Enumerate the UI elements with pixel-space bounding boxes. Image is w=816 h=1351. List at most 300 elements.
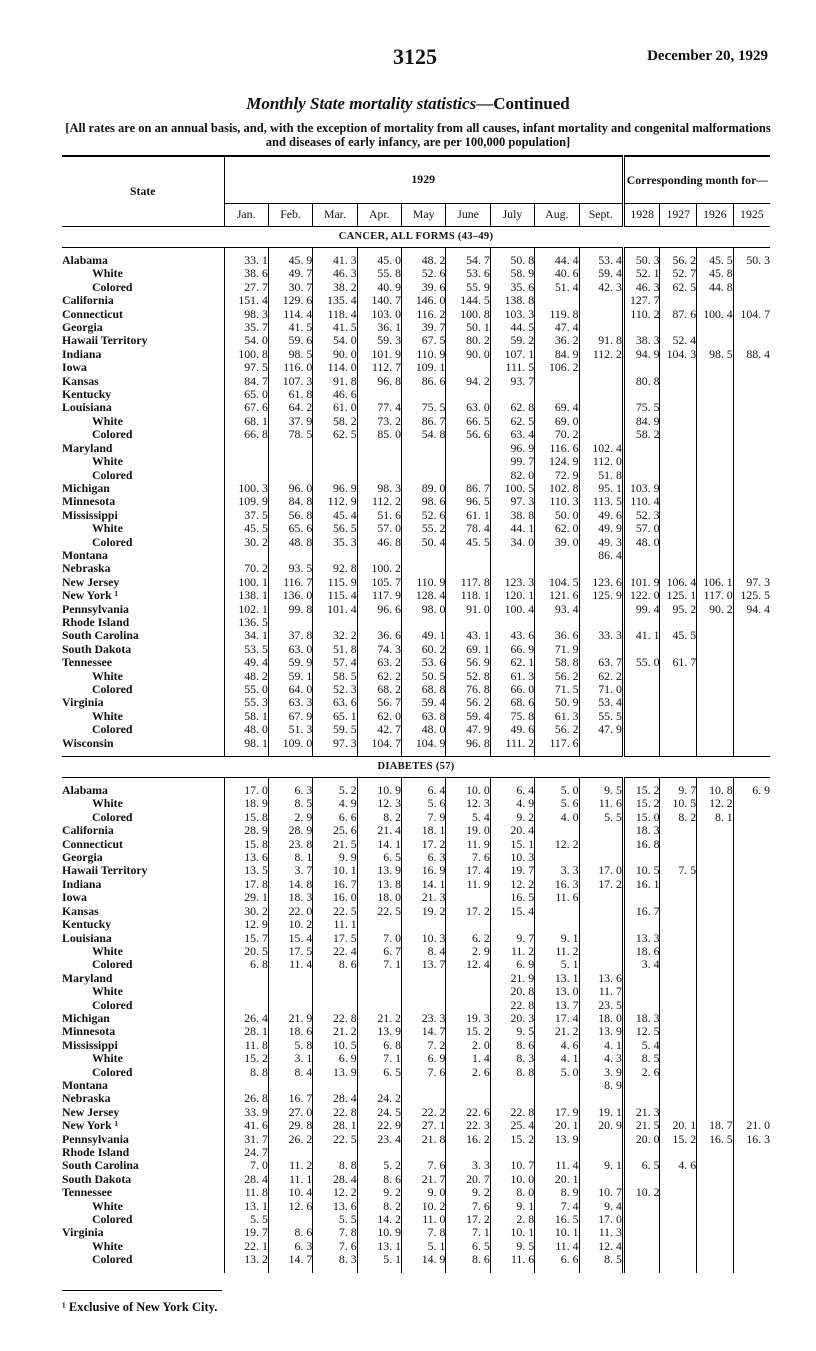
rate-cell: 56. 2 [535, 723, 579, 736]
rate-cell: 22. 4 [313, 945, 357, 958]
rate-cell [660, 878, 697, 891]
rate-cell: 44. 4 [535, 254, 579, 267]
rate-cell [733, 509, 770, 522]
rate-cell: 17. 0 [224, 784, 268, 797]
rate-cell: 11. 1 [268, 1173, 312, 1186]
rate-cell [623, 469, 660, 482]
rate-cell [660, 696, 697, 709]
rate-cell: 11. 9 [446, 838, 490, 851]
rate-cell: 5. 5 [313, 1213, 357, 1226]
rate-cell [535, 824, 579, 837]
rate-cell: 16. 0 [313, 891, 357, 904]
rate-cell [660, 522, 697, 535]
rate-cell: 12. 2 [535, 838, 579, 851]
state-name: Colored [92, 1253, 133, 1267]
rate-cell: 68. 2 [357, 683, 401, 696]
rate-cell: 5. 4 [623, 1039, 660, 1052]
rate-cell: 98. 1 [224, 737, 268, 750]
rate-cell [733, 455, 770, 468]
rate-cell: 10. 5 [623, 864, 660, 877]
rate-cell [660, 918, 697, 931]
section-title: DIABETES (57) [62, 757, 770, 778]
rate-cell: 21. 0 [733, 1119, 770, 1132]
rate-cell [697, 1092, 734, 1105]
rate-cell: 23. 5 [579, 999, 623, 1012]
rate-cell: 124. 9 [535, 455, 579, 468]
rate-cell [660, 361, 697, 374]
rate-cell: 63. 0 [268, 643, 312, 656]
rate-cell: 14. 1 [357, 838, 401, 851]
state-name: South Dakota [62, 1172, 132, 1186]
rate-cell: 15. 2 [623, 797, 660, 810]
rate-cell: 9. 1 [579, 1159, 623, 1172]
rate-cell: 22. 8 [490, 1106, 534, 1119]
table-row [62, 851, 770, 864]
rate-cell: 11. 4 [268, 958, 312, 971]
rate-cell: 26. 4 [224, 1012, 268, 1025]
year-header: 1928 [623, 204, 660, 227]
rate-cell: 100. 4 [697, 308, 734, 321]
rate-cell [446, 1146, 490, 1159]
rate-cell: 9. 4 [579, 1200, 623, 1213]
rate-cell: 49. 4 [224, 656, 268, 669]
rate-cell [733, 838, 770, 851]
rate-cell: 93. 4 [535, 603, 579, 616]
rate-cell: 50. 8 [490, 254, 534, 267]
state-name: Rhode Island [62, 615, 130, 629]
rate-cell: 5. 0 [535, 1066, 579, 1079]
rate-cell: 87. 6 [660, 308, 697, 321]
rate-cell: 7. 8 [313, 1226, 357, 1239]
rate-cell: 22. 1 [224, 1240, 268, 1253]
rate-cell: 21. 2 [357, 1012, 401, 1025]
rate-cell: 6. 8 [224, 958, 268, 971]
rate-cell: 8. 2 [357, 811, 401, 824]
rate-cell: 57. 0 [623, 522, 660, 535]
rate-cell: 4. 6 [535, 1039, 579, 1052]
state-name: White [92, 522, 123, 536]
table-row [62, 428, 770, 441]
rate-cell: 10. 1 [535, 1226, 579, 1239]
table-row [62, 737, 770, 750]
rate-cell [623, 361, 660, 374]
rate-cell: 61. 7 [660, 656, 697, 669]
rate-cell: 52. 3 [313, 683, 357, 696]
rate-cell: 13. 6 [224, 851, 268, 864]
rate-cell: 11. 6 [490, 1253, 534, 1266]
rate-cell [733, 281, 770, 294]
table-row [62, 784, 770, 797]
rate-cell: 10. 2 [623, 1186, 660, 1199]
rate-cell [623, 1173, 660, 1186]
state-name: White [92, 267, 123, 281]
rate-cell [733, 696, 770, 709]
rate-cell: 82. 0 [490, 469, 534, 482]
rate-cell: 114. 0 [313, 361, 357, 374]
state-name: Colored [92, 723, 133, 737]
rate-cell [623, 321, 660, 334]
rate-cell: 16. 3 [535, 878, 579, 891]
rate-cell: 28. 4 [313, 1173, 357, 1186]
state-name: Nebraska [62, 1092, 111, 1106]
rate-cell: 94. 4 [733, 603, 770, 616]
table-row [62, 348, 770, 361]
section-row [62, 757, 770, 778]
rate-cell: 66. 9 [490, 643, 534, 656]
rate-cell: 117. 8 [446, 576, 490, 589]
rate-cell: 59. 4 [402, 696, 446, 709]
rate-cell: 10. 8 [697, 784, 734, 797]
rate-cell [660, 1092, 697, 1105]
rate-cell: 21. 9 [490, 972, 534, 985]
rate-cell: 128. 4 [402, 589, 446, 602]
rate-cell [490, 562, 534, 575]
rate-cell [402, 455, 446, 468]
rate-cell: 55. 9 [446, 281, 490, 294]
table-row [62, 683, 770, 696]
rate-cell: 56. 6 [446, 428, 490, 441]
rate-cell: 38. 6 [224, 267, 268, 280]
rate-cell: 72. 9 [535, 469, 579, 482]
rate-cell [660, 616, 697, 629]
rate-cell [660, 945, 697, 958]
rate-cell: 41. 5 [268, 321, 312, 334]
rate-cell: 8. 1 [697, 811, 734, 824]
rate-cell: 46. 3 [313, 267, 357, 280]
rate-cell [733, 375, 770, 388]
rate-cell [623, 1079, 660, 1092]
rate-cell: 12. 3 [446, 797, 490, 810]
table-title [0, 94, 816, 114]
rate-cell: 18. 3 [623, 1012, 660, 1025]
rate-cell: 8. 8 [313, 1159, 357, 1172]
state-name: Maryland [62, 441, 113, 455]
rate-cell [446, 361, 490, 374]
rate-cell: 109. 0 [268, 737, 312, 750]
rate-cell: 22. 5 [313, 1133, 357, 1146]
rate-cell: 44. 8 [697, 281, 734, 294]
rate-cell [697, 536, 734, 549]
rate-cell: 100. 2 [357, 562, 401, 575]
rate-cell: 117. 0 [697, 589, 734, 602]
table-row [62, 1106, 770, 1119]
rate-cell: 6. 4 [490, 784, 534, 797]
rate-cell: 58. 9 [490, 267, 534, 280]
spacer-cell [660, 1267, 697, 1273]
rate-cell [733, 723, 770, 736]
rate-cell: 10. 5 [660, 797, 697, 810]
rate-cell [402, 562, 446, 575]
state-name: Tennessee [62, 656, 113, 670]
rate-cell [535, 1079, 579, 1092]
table-row [62, 361, 770, 374]
rate-cell: 51. 4 [535, 281, 579, 294]
rate-cell: 35. 3 [313, 536, 357, 549]
rate-cell: 109. 1 [402, 361, 446, 374]
rate-cell: 53. 4 [579, 696, 623, 709]
rate-cell: 95. 2 [660, 603, 697, 616]
rate-cell: 106. 1 [697, 576, 734, 589]
rate-cell: 45. 5 [224, 522, 268, 535]
rate-cell [733, 321, 770, 334]
rate-cell: 59. 4 [579, 267, 623, 280]
rate-cell [697, 1012, 734, 1025]
rate-cell: 123. 6 [579, 576, 623, 589]
rate-cell: 62. 8 [490, 401, 534, 414]
table-row [62, 972, 770, 985]
rate-cell: 7. 9 [402, 811, 446, 824]
rate-cell [660, 683, 697, 696]
rate-cell: 14. 7 [402, 1025, 446, 1038]
rate-cell [733, 972, 770, 985]
rate-cell: 54. 8 [402, 428, 446, 441]
rate-cell: 52. 7 [660, 267, 697, 280]
rate-cell: 106. 4 [660, 576, 697, 589]
rate-cell: 10. 7 [579, 1186, 623, 1199]
rate-cell: 49. 7 [268, 267, 312, 280]
rate-cell: 41. 1 [623, 629, 660, 642]
rate-cell: 11. 2 [490, 945, 534, 958]
rate-cell [357, 972, 401, 985]
rate-cell: 6. 9 [313, 1052, 357, 1065]
rate-cell [733, 958, 770, 971]
rate-cell [579, 932, 623, 945]
table-row [62, 1240, 770, 1253]
rate-cell: 4. 3 [579, 1052, 623, 1065]
rate-cell: 93. 7 [490, 375, 534, 388]
rate-cell: 45. 5 [660, 629, 697, 642]
rate-cell: 13. 3 [623, 932, 660, 945]
rate-cell: 58. 1 [224, 710, 268, 723]
rate-cell [535, 905, 579, 918]
rate-cell: 57. 4 [313, 656, 357, 669]
rate-cell: 16. 7 [268, 1092, 312, 1105]
rate-cell: 6. 4 [402, 784, 446, 797]
rate-cell: 25. 4 [490, 1119, 534, 1132]
rate-cell: 144. 5 [446, 294, 490, 307]
state-name: Montana [62, 1078, 108, 1092]
rate-cell: 4. 9 [313, 797, 357, 810]
state-name: California [62, 294, 114, 308]
rate-cell: 34. 1 [224, 629, 268, 642]
rate-cell [697, 509, 734, 522]
rate-cell [733, 549, 770, 562]
rate-cell: 7. 5 [660, 864, 697, 877]
rate-cell: 22. 3 [446, 1119, 490, 1132]
rate-cell: 6. 7 [357, 945, 401, 958]
state-name: White [92, 455, 123, 469]
rate-cell [697, 1066, 734, 1079]
rate-cell: 8. 2 [660, 811, 697, 824]
state-name: Indiana [62, 347, 102, 361]
rate-cell: 7. 1 [357, 958, 401, 971]
rate-cell [733, 1079, 770, 1092]
rate-cell: 51. 8 [313, 643, 357, 656]
rate-cell: 116. 7 [268, 576, 312, 589]
rate-cell: 8. 2 [357, 1200, 401, 1213]
year-header: 1925 [733, 204, 770, 227]
rate-cell: 116. 0 [268, 361, 312, 374]
rate-cell: 114. 4 [268, 308, 312, 321]
rate-cell: 62. 5 [313, 428, 357, 441]
table-row [62, 1226, 770, 1239]
rate-cell [660, 469, 697, 482]
month-header: Aug. [535, 204, 579, 227]
rate-cell [697, 696, 734, 709]
rate-cell: 63. 6 [313, 696, 357, 709]
rate-cell [313, 442, 357, 455]
rate-cell: 3. 7 [268, 864, 312, 877]
rate-cell: 56. 2 [660, 254, 697, 267]
rate-cell: 16. 8 [623, 838, 660, 851]
rate-cell: 4. 0 [535, 811, 579, 824]
footnote-rule [62, 1290, 222, 1291]
table-row [62, 294, 770, 307]
rate-cell [623, 1146, 660, 1159]
rate-cell: 69. 4 [535, 401, 579, 414]
rate-cell: 5. 5 [579, 811, 623, 824]
rate-cell [660, 1106, 697, 1119]
rate-cell: 21. 9 [268, 1012, 312, 1025]
rate-cell [697, 838, 734, 851]
rate-cell [357, 985, 401, 998]
rate-cell: 62. 0 [357, 710, 401, 723]
state-name: Indiana [62, 877, 102, 891]
spacer-cell [224, 1267, 268, 1273]
rate-cell: 97. 5 [224, 361, 268, 374]
rate-cell: 6. 3 [268, 784, 312, 797]
rate-cell: 109. 9 [224, 495, 268, 508]
state-name: New Jersey [62, 575, 120, 589]
rate-cell [697, 401, 734, 414]
table-row [62, 562, 770, 575]
rate-cell [579, 1173, 623, 1186]
rate-cell [733, 932, 770, 945]
rate-cell: 50. 3 [623, 254, 660, 267]
rate-cell: 90. 0 [313, 348, 357, 361]
page-date: December 20, 1929 [647, 48, 768, 64]
rate-cell: 17. 4 [535, 1012, 579, 1025]
rate-cell: 7. 6 [402, 1159, 446, 1172]
rate-cell [660, 1173, 697, 1186]
rate-cell [733, 811, 770, 824]
rate-cell: 31. 7 [224, 1133, 268, 1146]
rate-cell [535, 918, 579, 931]
rate-cell: 21. 3 [402, 891, 446, 904]
rate-cell: 61. 0 [313, 401, 357, 414]
rate-cell: 8. 1 [268, 851, 312, 864]
rate-cell [623, 562, 660, 575]
rate-cell: 58. 8 [535, 656, 579, 669]
rate-cell: 7. 6 [313, 1240, 357, 1253]
rate-cell: 8. 5 [268, 797, 312, 810]
rate-cell [733, 985, 770, 998]
rate-cell [357, 469, 401, 482]
rate-cell [697, 1052, 734, 1065]
rate-cell: 19. 3 [446, 1012, 490, 1025]
rate-cell: 138. 8 [490, 294, 534, 307]
rate-cell: 67. 5 [402, 334, 446, 347]
rate-cell: 104. 7 [357, 737, 401, 750]
rate-cell [660, 401, 697, 414]
rate-cell: 9. 1 [490, 1200, 534, 1213]
rate-cell: 98. 0 [402, 603, 446, 616]
rate-cell [224, 549, 268, 562]
table-row [62, 1066, 770, 1079]
rate-cell [623, 442, 660, 455]
rate-cell: 122. 0 [623, 589, 660, 602]
rate-cell: 40. 6 [535, 267, 579, 280]
rate-cell: 60. 2 [402, 643, 446, 656]
rate-cell: 86. 6 [402, 375, 446, 388]
rate-cell: 56. 7 [357, 696, 401, 709]
rate-cell: 110. 2 [623, 308, 660, 321]
rate-cell: 5. 6 [402, 797, 446, 810]
state-name: South Dakota [62, 642, 132, 656]
rate-cell: 127. 7 [623, 294, 660, 307]
rate-cell: 119. 8 [535, 308, 579, 321]
rate-cell [579, 643, 623, 656]
rate-cell [733, 442, 770, 455]
state-name: South Carolina [62, 629, 139, 643]
rate-cell [733, 1173, 770, 1186]
rate-cell [660, 723, 697, 736]
rate-cell [733, 1253, 770, 1266]
rate-cell: 7. 6 [446, 1200, 490, 1213]
rate-cell [733, 361, 770, 374]
rate-cell: 28. 4 [313, 1092, 357, 1105]
rate-cell: 49. 6 [490, 723, 534, 736]
rate-cell [697, 656, 734, 669]
rate-cell [697, 878, 734, 891]
rate-cell: 23. 3 [402, 1012, 446, 1025]
table-title-rest: —Continued [476, 94, 570, 113]
rate-cell [623, 455, 660, 468]
rate-cell [579, 824, 623, 837]
rate-cell: 104. 3 [660, 348, 697, 361]
spacer-cell [579, 1267, 623, 1273]
rate-cell [579, 388, 623, 401]
table-row [62, 455, 770, 468]
rate-cell: 56. 5 [313, 522, 357, 535]
month-header: July [490, 204, 534, 227]
rate-cell [733, 415, 770, 428]
month-header: Feb. [268, 204, 312, 227]
rate-cell: 20. 9 [579, 1119, 623, 1132]
rate-cell: 9. 5 [490, 1240, 534, 1253]
rate-cell [660, 1186, 697, 1199]
rate-cell [446, 469, 490, 482]
state-name: Connecticut [62, 307, 123, 321]
rate-cell [660, 737, 697, 750]
rate-cell: 12. 5 [623, 1025, 660, 1038]
rate-cell [697, 864, 734, 877]
table-row [62, 1012, 770, 1025]
rate-cell: 22. 8 [313, 1012, 357, 1025]
rate-cell: 78. 5 [268, 428, 312, 441]
rate-cell: 50. 4 [402, 536, 446, 549]
rate-cell [357, 388, 401, 401]
rate-cell: 17. 4 [446, 864, 490, 877]
rate-cell: 21. 5 [313, 838, 357, 851]
rate-cell [660, 455, 697, 468]
table-row [62, 536, 770, 549]
table-row [62, 723, 770, 736]
rate-cell [623, 891, 660, 904]
rate-cell: 136. 0 [268, 589, 312, 602]
rate-cell [490, 388, 534, 401]
rate-cell [579, 737, 623, 750]
